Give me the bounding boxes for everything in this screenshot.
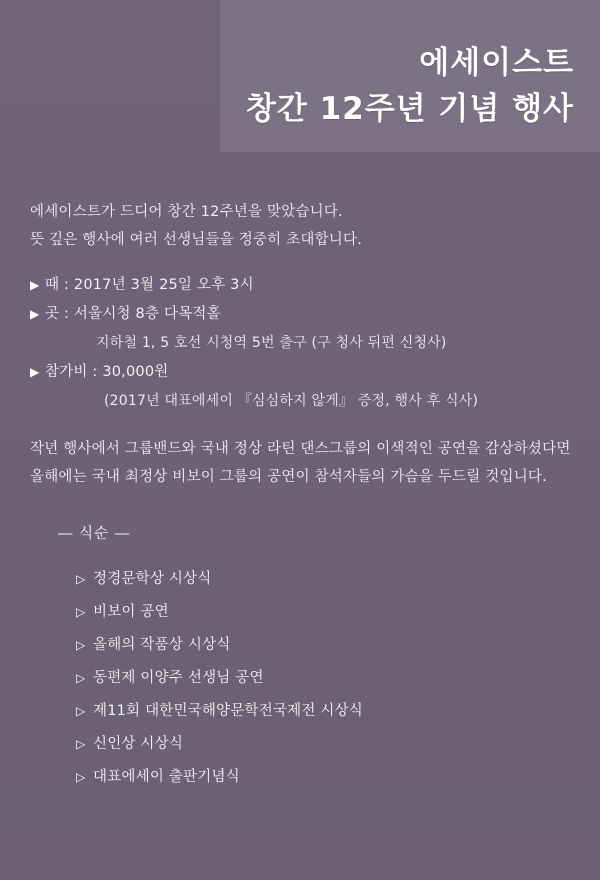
program-list xyxy=(76,569,576,787)
triangle-filled-icon: ▶ xyxy=(30,365,40,379)
note-line-1: 작년 행사에서 그룹밴드와 국내 정상 라틴 댄스그룹의 이색적인 공연을 감상하셨다면 xyxy=(30,441,571,457)
program-item xyxy=(76,767,576,787)
program-item-label: 비보이 공연 xyxy=(93,604,169,620)
info-row-when xyxy=(30,275,576,295)
program-item xyxy=(76,701,576,721)
title-line-2: 창간 12주년 기념 행사 xyxy=(245,90,574,127)
program-item-label: 제11회 대한민국해양문학전국제전 시상식 xyxy=(93,703,363,719)
triangle-outline-icon: ▷ xyxy=(76,671,86,685)
info-row-where xyxy=(30,304,576,324)
info-where-detail: 지하철 1, 5 호선 시청역 5번 출구 (구 청사 뒤편 신청사) xyxy=(96,335,447,351)
note-line-2: 올해에는 국내 최정상 비보이 그룹의 공연이 참석자들의 가슴을 두드릴 것입니다. xyxy=(30,469,547,485)
event-info-list xyxy=(30,275,576,411)
info-row-fee xyxy=(30,362,576,382)
program-item-label: 대표에세이 출판기념식 xyxy=(93,769,240,785)
intro-paragraph xyxy=(30,200,576,249)
program-item-label: 신인상 시상식 xyxy=(93,736,184,752)
poster-body xyxy=(30,200,576,800)
triangle-outline-icon: ▷ xyxy=(76,572,86,586)
info-fee-detail: (2017년 대표에세이 『심심하지 않게』 증정, 행사 후 식사) xyxy=(104,393,479,409)
triangle-outline-icon: ▷ xyxy=(76,605,86,619)
triangle-filled-icon: ▶ xyxy=(30,307,40,321)
program-item-label: 올해의 작품상 시상식 xyxy=(93,637,231,653)
program-item xyxy=(76,635,576,655)
poster-title xyxy=(246,44,574,129)
triangle-outline-icon: ▷ xyxy=(76,638,86,652)
triangle-filled-icon: ▶ xyxy=(30,278,40,292)
program-item-label: 정경문학상 시상식 xyxy=(93,571,212,587)
note-paragraph xyxy=(30,437,576,486)
program-item xyxy=(76,569,576,589)
info-where-text: 곳 : 서울시청 8층 다목적홀 xyxy=(45,306,221,322)
program-item-label: 동편제 이양주 선생님 공연 xyxy=(93,670,264,686)
info-when-text: 때 : 2017년 3월 25일 오후 3시 xyxy=(45,277,254,293)
info-fee-text: 참가비 : 30,000원 xyxy=(45,364,169,380)
intro-line-2: 뜻 깊은 행사에 여러 선생님들을 정중히 초대합니다. xyxy=(30,232,363,248)
intro-line-1: 에세이스트가 드디어 창간 12주년을 맞았습니다. xyxy=(30,204,343,220)
program-item xyxy=(76,668,576,688)
program-item xyxy=(76,602,576,622)
triangle-outline-icon: ▷ xyxy=(76,737,86,751)
triangle-outline-icon: ▷ xyxy=(76,770,86,784)
title-line-1: 에세이스트 xyxy=(419,45,574,81)
program-item xyxy=(76,734,576,754)
program-heading: ― 식순 ― xyxy=(58,526,131,542)
triangle-outline-icon: ▷ xyxy=(76,704,86,718)
